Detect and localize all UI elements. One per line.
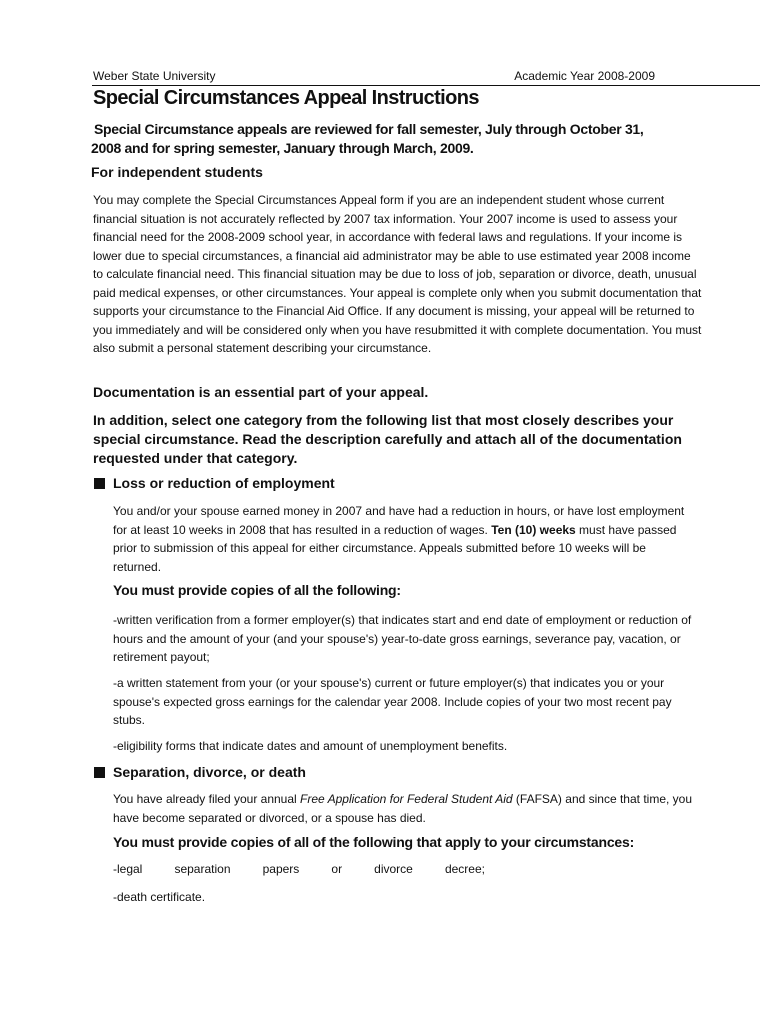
requirement-word: papers xyxy=(262,862,300,876)
bullet-square-icon xyxy=(94,767,105,778)
header-divider xyxy=(92,85,760,86)
employment-requirement-item: -written verification from a former employer(s) that indicates start and end date of employment or reduction of hours and the amount of your (and your spouse's) year-to-date gross earnings, severance pay, vacation, or retirement payout; xyxy=(113,613,692,664)
separation-requirement-item: -death certificate. xyxy=(113,890,206,904)
institution-name: Weber State University xyxy=(93,69,216,83)
employment-description-text: You and/or your spouse earned money in 2007 and have had a reduction in hours, or have lost employment for at least 10 weeks in 2008 that has resulted in a reduction of wages. xyxy=(113,504,685,537)
requirement-word: decree; xyxy=(444,862,485,876)
category-separation-description xyxy=(113,790,693,827)
employment-requirement-item: -a written statement from your (or your spouse's) current or future employer(s) that indicates you or your spouse's expected gross earnings for the calendar year 2008. Include copies of your two most recent pay stubs. xyxy=(113,676,672,727)
separation-requirements-heading: You must provide copies of all of the following that apply to your circumstances: xyxy=(113,834,635,850)
employment-requirements-heading: You must provide copies of all the following: xyxy=(113,582,401,598)
category-employment-description xyxy=(113,502,693,576)
ten-weeks-emphasis: Ten (10) weeks xyxy=(491,522,576,537)
page-title: Special Circumstances Appeal Instructions xyxy=(93,87,479,109)
category-employment-heading xyxy=(94,475,335,491)
review-dates-line-2: 2008 and for spring semester, January through March, 2009. xyxy=(91,140,474,156)
requirement-word: divorce xyxy=(374,862,413,876)
independent-students-paragraph: You may complete the Special Circumstances Appeal form if you are an independent student whose current financial situation is not accurately reflected by 2007 tax information. Your 2007 income is used to assess your financial need for the 2008-2009 school year, in accordance with federal laws and regulations. If your income is lower due to special circumstances, a financial aid administrator may be able to use estimated year 2008 income to calculate financial need. This financial situation may be due to loss of job, separation or divorce, death, unusual paid medical expenses, or other circumstances. Your appeal is complete only when you submit documentation that supports your circumstance to the Financial Aid Office. If any document is missing, your appeal will be returned to you immediately and will be considered only when you have resubmitted it with complete documentation. You must also submit a personal statement describing your circumstance. xyxy=(93,193,702,355)
independent-students-heading: For independent students xyxy=(91,164,263,180)
category-separation-title: Separation, divorce, or death xyxy=(113,764,306,780)
fafsa-title: Free Application for Federal Student Aid xyxy=(300,792,513,806)
documentation-heading: Documentation is an essential part of your appeal. xyxy=(93,384,429,400)
review-dates-notice xyxy=(91,120,701,158)
requirement-word: separation xyxy=(174,862,231,876)
bullet-square-icon xyxy=(94,478,105,489)
requirement-word: -legal xyxy=(113,862,143,876)
separation-description-text: You have already filed your annual xyxy=(113,792,301,806)
category-separation-heading xyxy=(94,764,306,780)
academic-year: Academic Year 2008-2009 xyxy=(514,69,655,83)
category-employment-title: Loss or reduction of employment xyxy=(113,475,335,491)
separation-requirement-item xyxy=(113,862,485,876)
review-dates-line-1: Special Circumstance appeals are reviewed for fall semester, July through October 31, xyxy=(94,121,644,137)
employment-description-text-end: must have passed prior to submission of this appeal for either circumstance. Appeals submitted before 10 weeks will be returned. xyxy=(113,522,677,574)
page-header xyxy=(93,69,655,83)
select-category-instruction: In addition, select one category from the following list that most closely describes your special circumstance. Read the description carefully and attach all of the documentation requested under that category. xyxy=(93,412,682,466)
requirement-word: or xyxy=(331,862,343,876)
employment-requirement-item: -eligibility forms that indicate dates and amount of unemployment benefits. xyxy=(113,739,508,753)
separation-description-text-end: (FAFSA) and since that time, you have become separated or divorced, or a spouse has died. xyxy=(113,792,693,825)
